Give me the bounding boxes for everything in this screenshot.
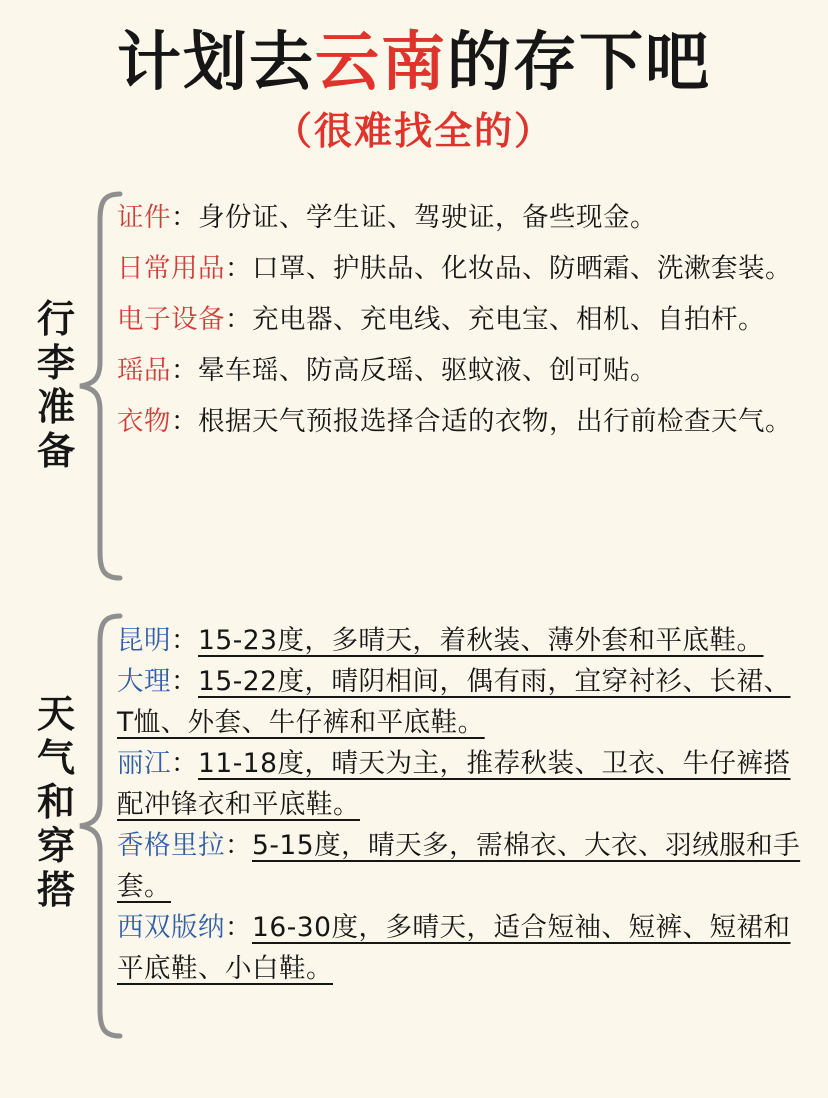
weather-list [117, 620, 807, 989]
item-text: 充电器、充电线、充电宝、相机、自拍杆。 [252, 304, 765, 335]
item-text: 15-23度，多晴天，着秋装、薄外套和平底鞋。 [198, 625, 764, 656]
title-suffix: 的存下吧 [447, 26, 711, 100]
item-key: 昆明 [117, 625, 171, 656]
item-colon: ： [171, 355, 198, 386]
item-colon: ： [171, 202, 198, 233]
item-key: 大理 [117, 666, 171, 697]
page-title [0, 20, 828, 106]
item-key: 丽江 [117, 748, 171, 779]
list-item [117, 743, 807, 825]
item-colon: ： [171, 625, 198, 656]
item-colon: ： [225, 830, 252, 861]
item-text: 15-22度，晴阴相间，偶有雨，宜穿衬衫、长裙、T恤、外套、牛仔裤和平底鞋。 [117, 666, 791, 738]
item-key: 证件 [117, 202, 171, 233]
item-text: 口罩、护肤品、化妆品、防晒霜、洗漱套装。 [252, 253, 792, 284]
item-colon: ： [225, 253, 252, 284]
list-item [117, 299, 807, 340]
item-colon: ： [225, 912, 252, 943]
item-text: 晕车瑶、防高反瑶、驱蚊液、创可贴。 [198, 355, 657, 386]
section-label-weather: 天气和穿搭 [36, 692, 75, 912]
item-text: 身份证、学生证、驾驶证，备些现金。 [198, 202, 657, 233]
item-key: 衣物 [117, 406, 171, 437]
page-subtitle: （很难找全的） [273, 109, 554, 153]
item-text: 5-15度，晴天多，需棉衣、大衣、羽绒服和手套。 [117, 830, 801, 902]
list-item [117, 825, 807, 907]
title-accent-yunnan: 云南 [315, 26, 447, 100]
section-label-luggage: 行李准备 [36, 297, 75, 473]
list-item [117, 248, 807, 289]
item-text: 16-30度，多晴天，适合短袖、短裤、短裙和平底鞋、小白鞋。 [117, 912, 791, 984]
item-text: 根据天气预报选择合适的衣物，出行前检查天气。 [198, 406, 792, 437]
list-item [117, 350, 807, 391]
luggage-list [117, 197, 807, 452]
list-item [117, 197, 807, 238]
list-item [117, 907, 807, 989]
title-prefix: 计划去 [117, 26, 315, 100]
list-item [117, 661, 807, 743]
list-item [117, 401, 807, 442]
item-colon: ： [171, 748, 198, 779]
item-key: 香格里拉 [117, 830, 225, 861]
item-colon: ： [171, 406, 198, 437]
item-colon: ： [225, 304, 252, 335]
item-colon: ： [171, 666, 198, 697]
item-key: 电子设备 [117, 304, 225, 335]
item-text: 11-18度，晴天为主，推荐秋装、卫衣、牛仔裤搭配冲锋衣和平底鞋。 [117, 748, 791, 820]
list-item [117, 620, 807, 661]
item-key: 西双版纳 [117, 912, 225, 943]
item-key: 日常用品 [117, 253, 225, 284]
item-key: 瑶品 [117, 355, 171, 386]
